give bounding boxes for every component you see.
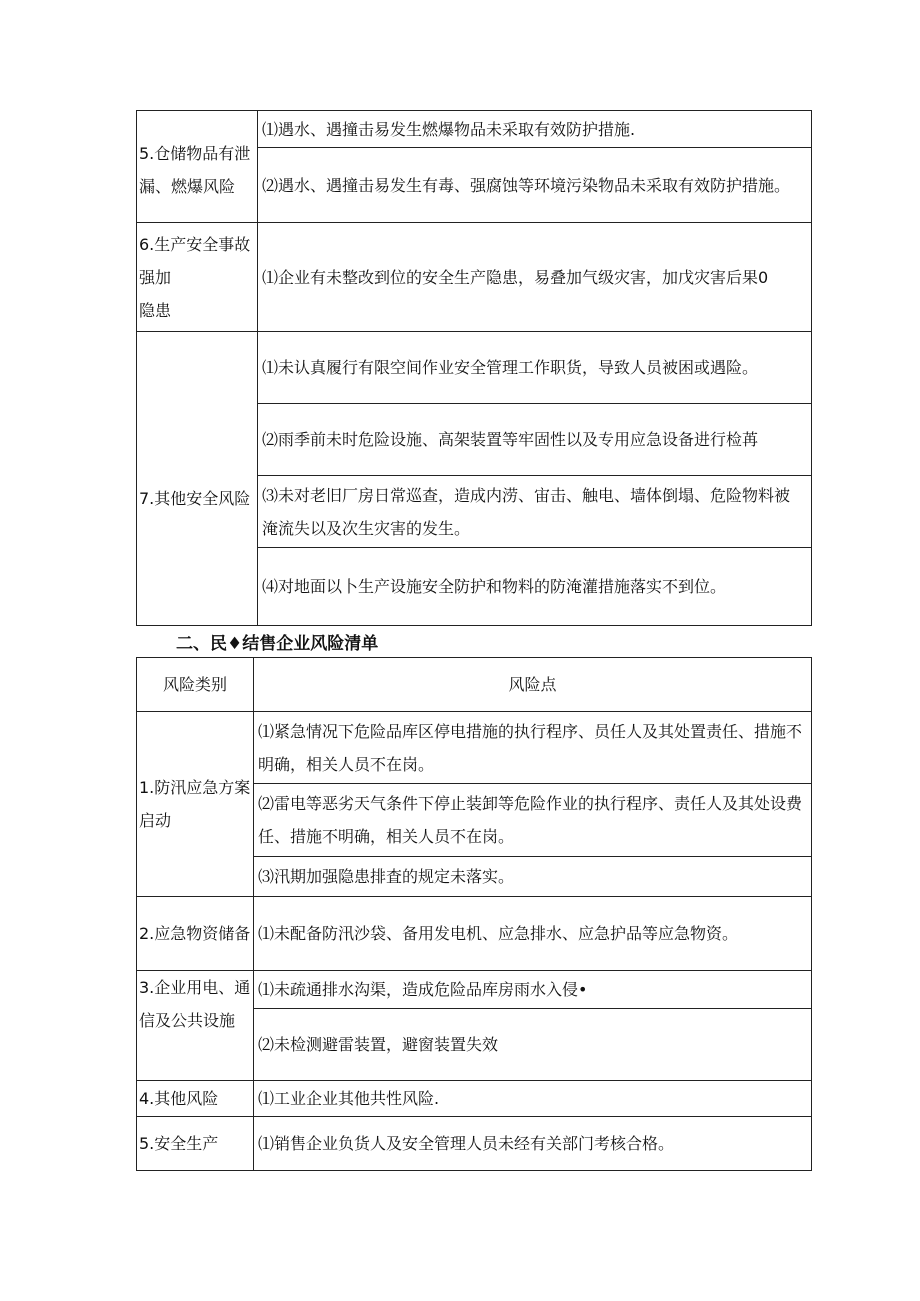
table-row (137, 712, 812, 784)
risk-point-cell: ⑴工业企业其他共性风险. (254, 1081, 812, 1117)
risk-point-cell: ⑵未检测避雷装置，避窗装置失效 (254, 1009, 812, 1081)
risk-category-cell: 1.防汛应急方案启动 (137, 712, 254, 897)
table-row (137, 223, 812, 332)
risk-category-cell: 4.其他风险 (137, 1081, 254, 1117)
risk-category-cell: 5.安全生产 (137, 1117, 254, 1171)
table-row (137, 332, 812, 404)
table-row (137, 897, 812, 971)
risk-point-cell: ⑶汛期加强隐患排査的规定未落实。 (254, 857, 812, 897)
risk-point-cell: ⑴未配备防汛沙袋、备用发电机、应急排水、应急护品等应急物资。 (254, 897, 812, 971)
risk-category-cell: 2.应急物资储备 (137, 897, 254, 971)
risk-point-cell: ⑴未疏通排水沟渠，造成危险品库房雨水入侵• (254, 971, 812, 1009)
table-row (137, 1117, 812, 1171)
risk-point-cell: ⑴遇水、遇撞击易发生燃爆物品未采取有效防护措施. (258, 111, 812, 148)
risk-point-cell: ⑵雷电等恶劣天气条件下停止装卸等危险作业的执行程序、责任人及其处设费任、措施不明确，相关人员不在岗。 (254, 784, 812, 857)
risk-category-cell: 6.生产安全事故强加 隐患 (137, 223, 258, 332)
risk-point-cell: ⑷对地面以卜生产设施安全防护和物料的防淹灌措施落实不到位。 (258, 548, 812, 626)
table-row (137, 1081, 812, 1117)
column-header-risk-point: 风险点 (254, 658, 812, 712)
risk-category-cell: 3.企业用电、通信及公共设施 (137, 971, 254, 1081)
risk-category-cell: 7.其他安全风险 (137, 332, 258, 626)
risk-point-cell: ⑴销售企业负货人及安全管理人员未经有关部门考核合格。 (254, 1117, 812, 1171)
risk-category-cell: 5.仓储物品有泄漏、燃爆风险 (137, 111, 258, 223)
section-heading: 二、民♦结售企业风险清单 (176, 634, 379, 654)
risk-point-cell: ⑴未认真履行有限空间作业安全管理工作职货，导致人员被困或遇险。 (258, 332, 812, 404)
risk-point-cell: ⑴企业有未整改到位的安全生产隐患，易叠加气级灾害，加戊灾害后果0 (258, 223, 812, 332)
table-header-row (137, 658, 812, 712)
risk-point-cell: ⑵雨季前未时危险设施、高架装置等牢固性以及专用应急设备进行检苒 (258, 404, 812, 476)
column-header-category: 风险类别 (137, 658, 254, 712)
risk-point-cell: ⑵遇水、遇撞击易发生有毒、强腐蚀等环境污染物品未采取有效防护措施。 (258, 148, 812, 223)
table-row (137, 111, 812, 148)
risk-point-cell: ⑴紧急情况下危险品库区停电措施的执行程序、员任人及其处置责任、措施不明确，相关人员不在岗。 (254, 712, 812, 784)
risk-point-cell: ⑶未对老旧厂房日常巡查，造成内涝、宙击、触电、墙体倒塌、危险物料被淹流失以及次生灾害的发生。 (258, 476, 812, 548)
risk-table-1 (136, 110, 812, 626)
risk-table-2 (136, 657, 812, 1171)
table-row (137, 971, 812, 1009)
